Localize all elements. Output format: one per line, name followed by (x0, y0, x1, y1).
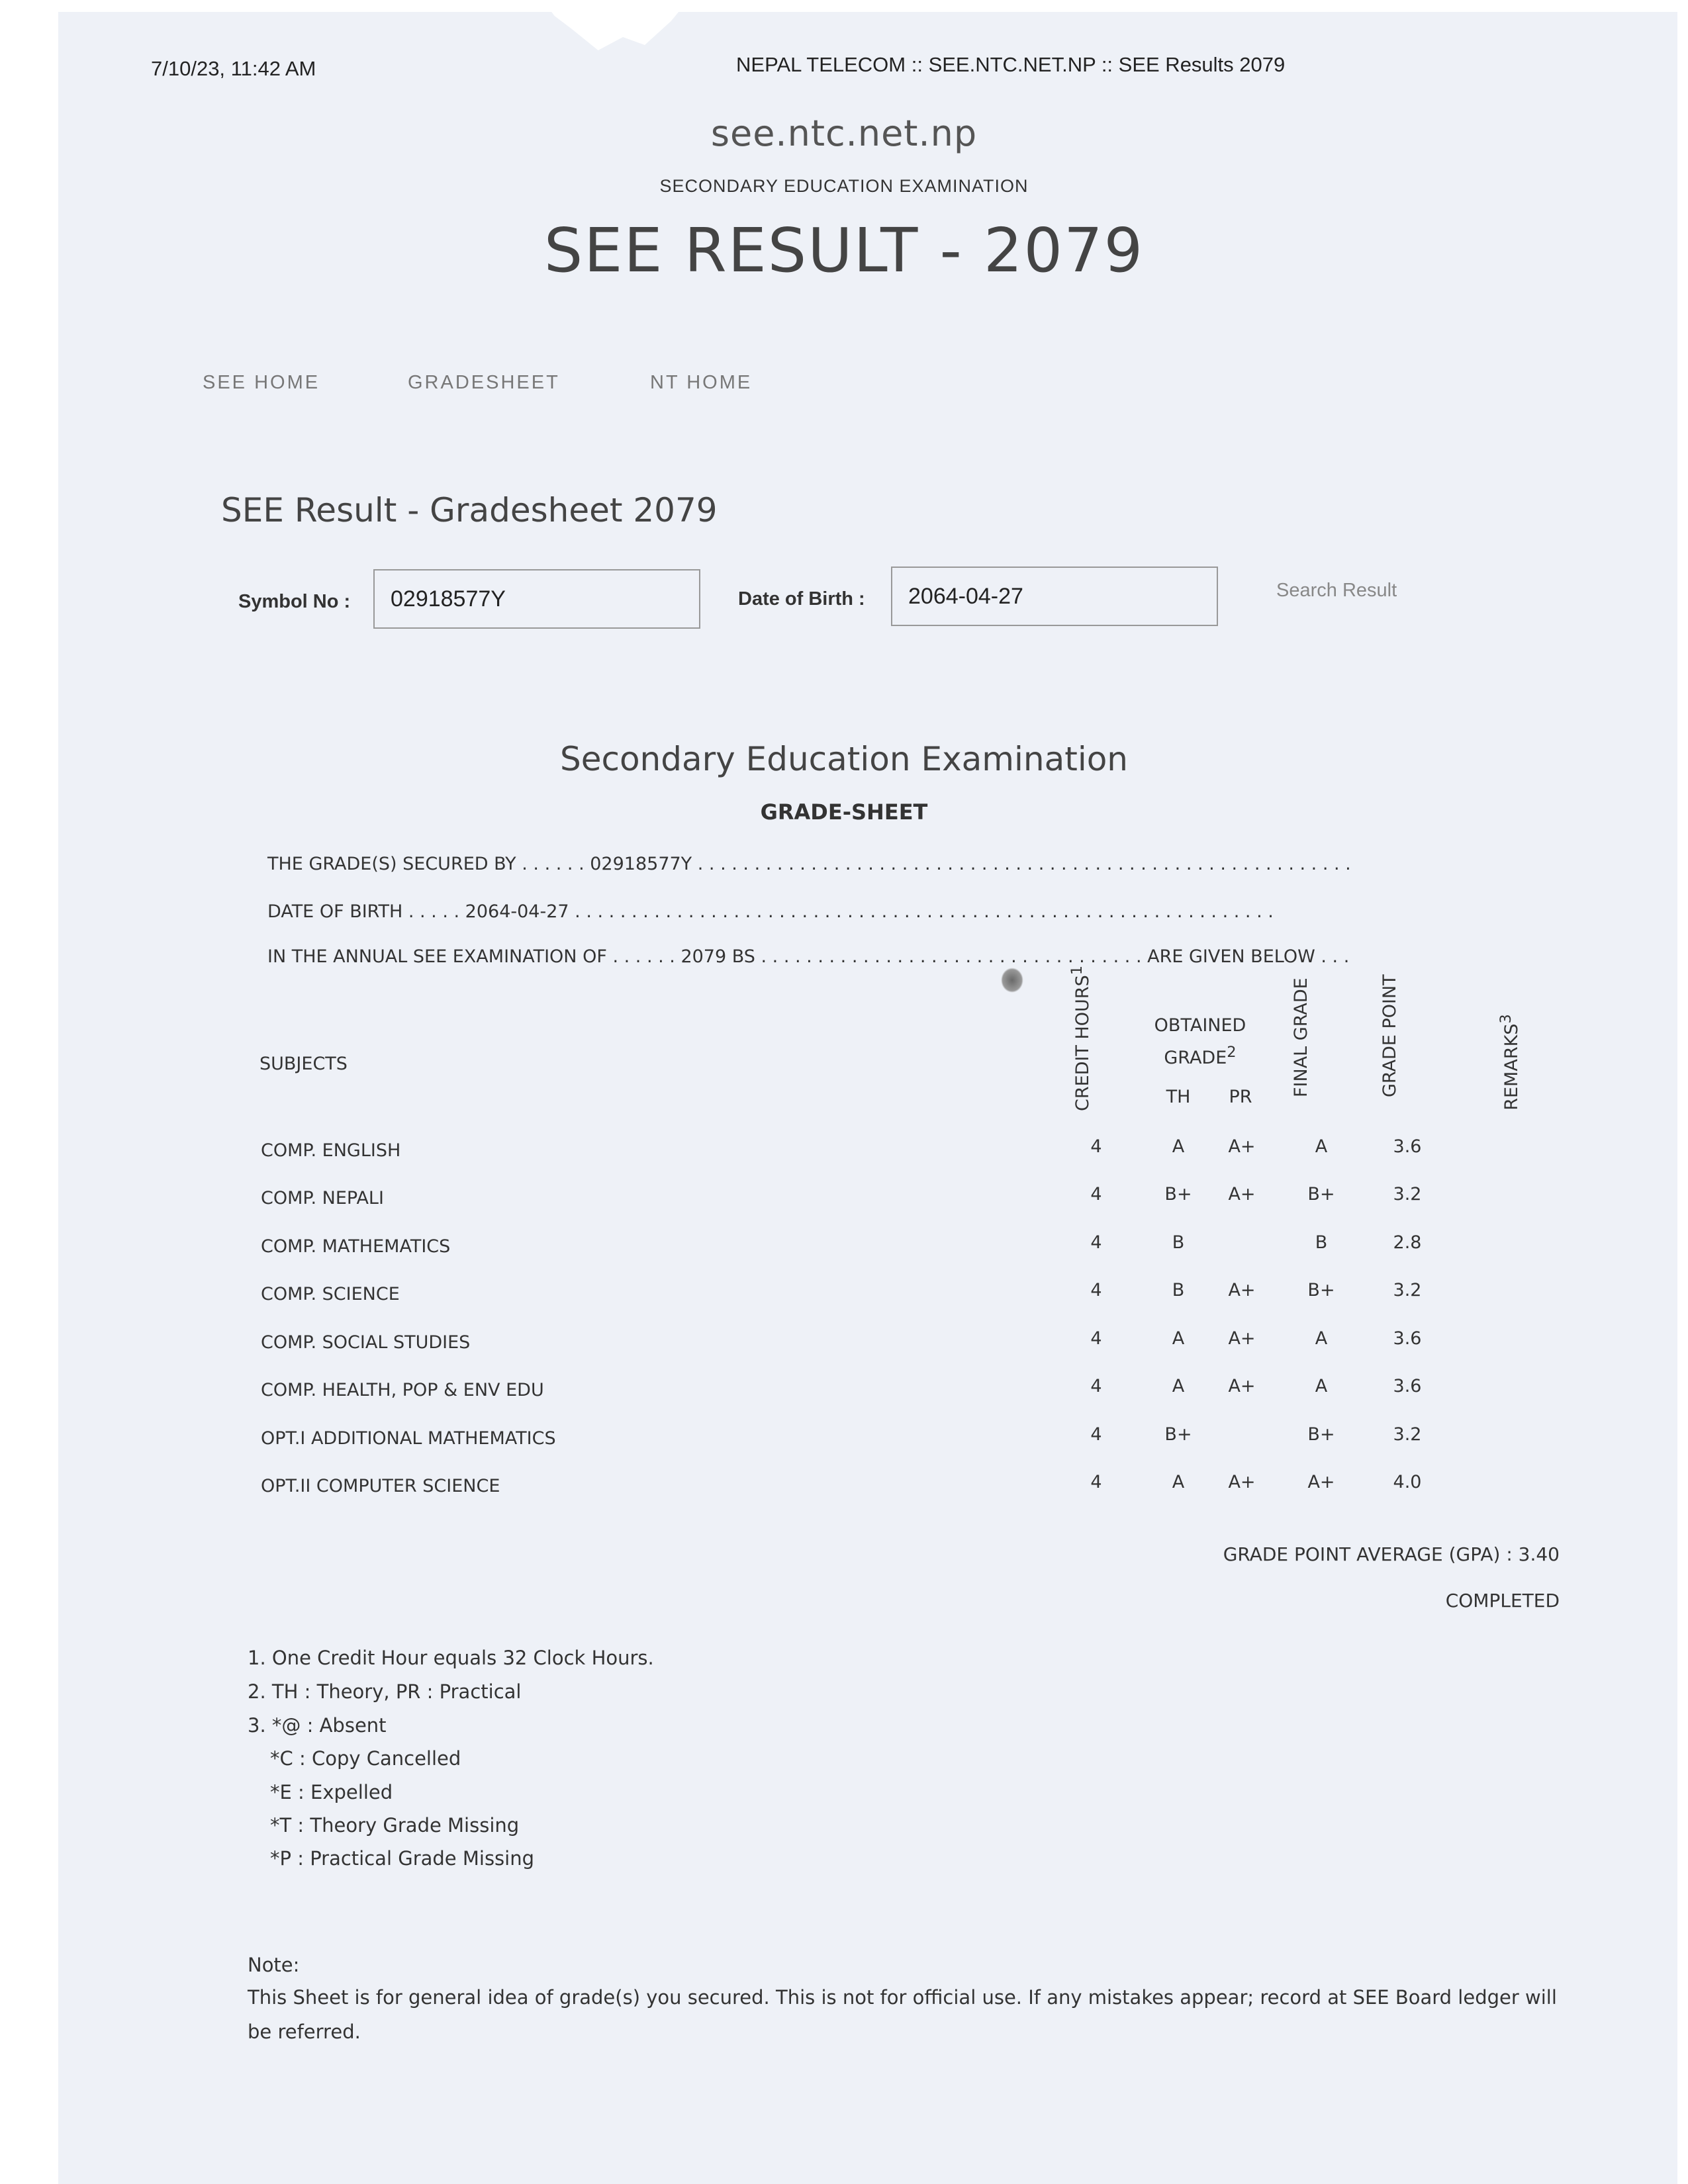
row-grade-point: 2.8 (1393, 1232, 1422, 1253)
gpa-summary: GRADE POINT AVERAGE (GPA) : 3.40 (1223, 1543, 1560, 1565)
row-subject: COMP. HEALTH, POP & ENV EDU (261, 1380, 544, 1400)
row-final-grade: A (1315, 1136, 1328, 1157)
row-th-grade: B (1172, 1280, 1185, 1300)
row-final-grade: A+ (1307, 1472, 1335, 1492)
row-subject: COMP. MATHEMATICS (261, 1236, 451, 1257)
row-pr-grade: A+ (1228, 1136, 1256, 1157)
footnote-expelled: *E : Expelled (270, 1781, 393, 1803)
row-credit: 4 (1090, 1424, 1102, 1445)
row-th-grade: B+ (1164, 1424, 1192, 1445)
row-th-grade: B (1172, 1232, 1185, 1253)
footnote-1: 1. One Credit Hour equals 32 Clock Hours. (248, 1647, 654, 1669)
row-credit: 4 (1090, 1232, 1102, 1253)
col-pr: PR (1229, 1087, 1252, 1107)
row-th-grade: A (1172, 1136, 1185, 1157)
nav-see-home[interactable]: SEE HOME (203, 372, 320, 393)
col-remarks: REMARKS$^3$ (1497, 1014, 1522, 1111)
row-grade-point: 3.2 (1393, 1424, 1422, 1445)
form-title: SEE Result - Gradesheet 2079 (221, 491, 718, 529)
footnote-2: 2. TH : Theory, PR : Practical (248, 1680, 522, 1703)
symbol-no-label: Symbol No : (238, 591, 351, 612)
row-credit: 4 (1090, 1376, 1102, 1396)
row-credit: 4 (1090, 1472, 1102, 1492)
note-text: This Sheet is for general idea of grade(s) you secured. This is not for official use. If any mistakes appear; record at SEE Board ledger will be referred. (248, 1986, 1557, 2043)
row-grade-point: 3.6 (1393, 1136, 1422, 1157)
row-th-grade: B+ (1164, 1184, 1192, 1205)
row-th-grade: A (1172, 1472, 1185, 1492)
row-subject: COMP. SOCIAL STUDIES (261, 1332, 471, 1353)
row-grade-point: 4.0 (1393, 1472, 1422, 1492)
page-title: SEE RESULT - 2079 (543, 215, 1145, 286)
site-logo-url: see.ntc.net.np (710, 113, 978, 154)
row-subject: COMP. ENGLISH (261, 1140, 401, 1161)
row-pr-grade: A+ (1228, 1328, 1256, 1349)
row-credit: 4 (1090, 1328, 1102, 1349)
symbol-no-input[interactable]: 02918577Y (373, 569, 700, 629)
col-final-grade: FINAL GRADE (1291, 978, 1311, 1097)
row-pr-grade: A+ (1228, 1184, 1256, 1205)
row-credit: 4 (1090, 1184, 1102, 1205)
col-credit-hours: CREDIT HOURS$^1$ (1068, 965, 1093, 1111)
row-final-grade: A (1315, 1328, 1328, 1349)
dob-line: DATE OF BIRTH . . . . . 2064-04-27 . . . . . . . . . . . . . . . . . . . . . . . . . . . . . . . . . . . . . . . . . . . . . . . . . . . . . . . . . . . . . . (267, 901, 1274, 922)
row-grade-point: 3.2 (1393, 1184, 1422, 1205)
row-grade-point: 3.6 (1393, 1376, 1422, 1396)
print-timestamp: 7/10/23, 11:42 AM (151, 57, 316, 80)
search-result-button[interactable]: Search Result (1276, 580, 1397, 601)
row-final-grade: B+ (1307, 1280, 1335, 1300)
row-pr-grade: A+ (1228, 1472, 1256, 1492)
row-final-grade: B+ (1307, 1184, 1335, 1205)
date-of-birth-input[interactable]: 2064-04-27 (891, 567, 1218, 626)
footnote-3: 3. *@ : Absent (248, 1714, 387, 1737)
row-pr-grade: A+ (1228, 1376, 1256, 1396)
result-status: COMPLETED (1445, 1590, 1560, 1612)
date-of-birth-label: Date of Birth : (738, 588, 865, 610)
row-subject: COMP. SCIENCE (261, 1284, 400, 1304)
nav-gradesheet[interactable]: GRADESHEET (408, 372, 560, 393)
exam-name: SECONDARY EDUCATION EXAMINATION (659, 176, 1029, 196)
row-th-grade: A (1172, 1328, 1185, 1349)
row-credit: 4 (1090, 1136, 1102, 1157)
row-subject: OPT.I ADDITIONAL MATHEMATICS (261, 1428, 556, 1449)
col-grade-point: GRADE POINT (1380, 974, 1400, 1097)
row-subject: OPT.II COMPUTER SCIENCE (261, 1476, 500, 1496)
print-page-title: NEPAL TELECOM :: SEE.NTC.NET.NP :: SEE Results 2079 (736, 53, 1286, 76)
ink-smudge (1001, 968, 1023, 993)
row-grade-point: 3.2 (1393, 1280, 1422, 1300)
row-subject: COMP. NEPALI (261, 1188, 384, 1208)
note-heading: Note: (248, 1954, 300, 1976)
gradesheet-heading: Secondary Education Examination (559, 740, 1129, 778)
row-final-grade: A (1315, 1376, 1328, 1396)
exam-line: IN THE ANNUAL SEE EXAMINATION OF . . . . . . 2079 BS . . . . . . . . . . . . . . . . . . . . . . . . . . . . . . . . . . ARE GIVEN BELOW . . . (267, 946, 1350, 967)
row-th-grade: A (1172, 1376, 1185, 1396)
gradesheet-subheading: GRADE-SHEET (760, 799, 928, 825)
row-credit: 4 (1090, 1280, 1102, 1300)
col-obtained-grade: OBTAINED GRADE$^2$ (1154, 1015, 1246, 1068)
row-final-grade: B (1315, 1232, 1328, 1253)
col-subjects: SUBJECTS (259, 1054, 348, 1074)
nav-nt-home[interactable]: NT HOME (650, 372, 753, 393)
row-pr-grade: A+ (1228, 1280, 1256, 1300)
footnote-copy-cancelled: *C : Copy Cancelled (270, 1747, 461, 1770)
secured-by-line: THE GRADE(S) SECURED BY . . . . . . 02918577Y . . . . . . . . . . . . . . . . . . . . . . . . . . . . . . . . . . . . . . . . . . . . . . . . . . . . . . . . . . (267, 854, 1351, 874)
footnote-theory-missing: *T : Theory Grade Missing (270, 1814, 520, 1837)
col-th: TH (1166, 1087, 1191, 1107)
footnote-practical-missing: *P : Practical Grade Missing (270, 1847, 535, 1870)
row-grade-point: 3.6 (1393, 1328, 1422, 1349)
row-final-grade: B+ (1307, 1424, 1335, 1445)
